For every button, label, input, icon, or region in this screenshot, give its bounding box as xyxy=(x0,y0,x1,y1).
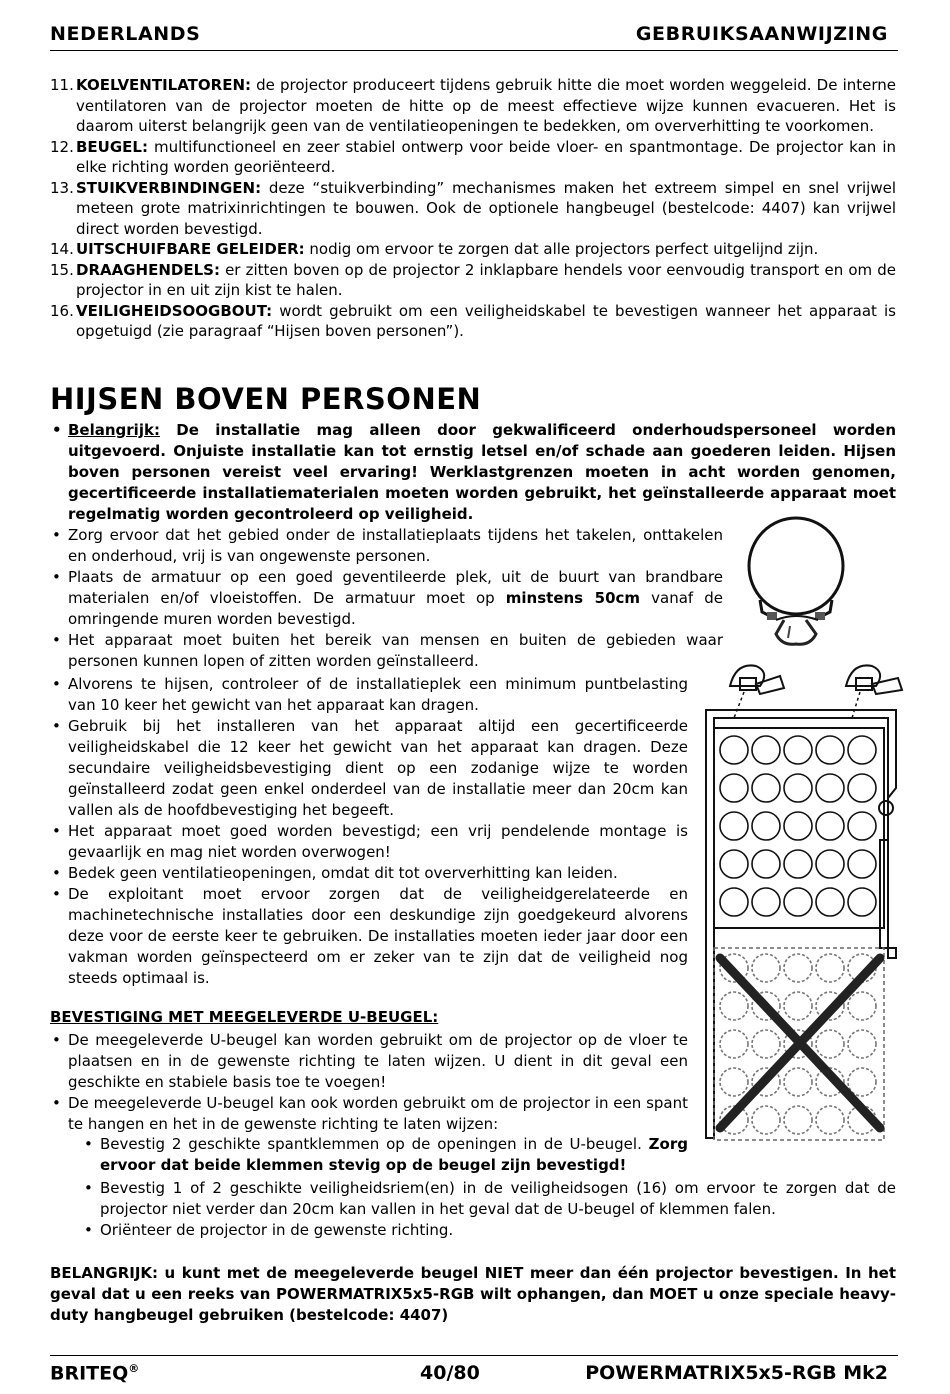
list-item-text: Plaats de armatuur op een goed geventileerde plek, uit de buurt van brandbare materialen en/of vloeistoffen. De armatuur moet op xyxy=(68,568,723,607)
safety-cable-icon xyxy=(740,512,852,652)
lens-icon xyxy=(720,992,748,1020)
lens-icon xyxy=(848,736,876,764)
safety-list-narrower xyxy=(50,674,688,989)
item-number: 11. xyxy=(50,76,74,94)
item-number: 16. xyxy=(50,301,74,320)
page-header xyxy=(50,20,898,51)
bullet-icon: • xyxy=(52,717,61,735)
important-note: BELANGRIJK: u kunt met de meegeleverde beugel NIET meer dan één projector bevestigen. In het geval dat u een reeks van POWERMATRIX5x5-RGB wilt ophangen, dan MOET u onze speciale heavy-duty hangbeugel gebruiken (bestelcode: 4407) xyxy=(50,1264,896,1324)
bullet-icon: • xyxy=(52,421,62,439)
lens-icon xyxy=(720,850,748,878)
bullet-icon: • xyxy=(84,1179,93,1197)
item-text: multifunctioneel en zeer stabiel ontwerp voor beide vloer- en spantmontage. De projector kan in elke richting worden georiënteerd. xyxy=(76,137,896,176)
feature-list xyxy=(50,75,896,342)
lens-icon xyxy=(816,954,844,982)
lens-icon xyxy=(752,1106,780,1134)
list-item xyxy=(82,1220,896,1241)
item-text: de projector produceert tijdens gebruik hitte die moet worden weggeleid. De interne ventilatoren van de projector moeten de hitte op de meest effectieve wijze kunnen evacueren. Het is daarom uiterst belangrijk geen van de ventilatieopeningen te bedekken, om oververhitting te voorkomen. xyxy=(76,76,896,135)
lens-icon xyxy=(784,1106,812,1134)
list-item xyxy=(82,1134,688,1176)
item-title: KOELVENTILATOREN: xyxy=(76,76,251,94)
bullet-icon: • xyxy=(52,864,61,882)
header-language: NEDERLANDS xyxy=(50,23,201,45)
footer-brand xyxy=(50,1362,139,1384)
item-number: 15. xyxy=(50,260,74,279)
list-item-emphasis: minstens 50cm xyxy=(505,589,641,607)
list-item-text: De exploitant moet ervoor zorgen dat de veiligheidgerelateerde en machinetechnische installaties door een deskundige zijn goedgekeurd alvorens deze voor de eerste keer te gebruiken. De installaties moeten ieder jaar door een vakman worden geïnspecteerd om er zeker van te zijn dat de veiligheid nog steeds optimaal is. xyxy=(68,885,688,987)
list-item xyxy=(50,75,896,137)
section-title: HIJSEN BOVEN PERSONEN xyxy=(50,382,482,416)
list-item xyxy=(50,178,896,240)
lens-icon xyxy=(816,812,844,840)
list-item xyxy=(50,260,896,301)
lens-icon xyxy=(784,736,812,764)
registered-mark: ® xyxy=(128,1362,140,1375)
list-item-text: Het apparaat moet goed worden bevestigd; een vrij pendelende montage is gevaarlijk en mag niet worden overwogen! xyxy=(68,822,688,861)
list-item xyxy=(50,420,896,525)
item-text: deze “stuikverbinding” mechanismes maken het extreem simpel en snel vrijwel meteen grote matrixinrichtingen te bouwen. Ook de optionele hangbeugel (bestelcode: 4407) kan vrijwel direct worden bevestigd. xyxy=(76,178,896,238)
list-item-text: De meegeleverde U-beugel kan ook worden gebruikt om de projector in een spant te hangen en het in de gewenste richting te laten wijzen: xyxy=(68,1094,688,1133)
bullet-icon: • xyxy=(52,822,61,840)
list-item-text: vanaf de omringende muren worden bevestigd. xyxy=(68,589,723,628)
lens-icon xyxy=(816,1030,844,1058)
list-item-text: Zorg ervoor dat het gebied onder de installatieplaats tijdens het takelen, onttakelen en onderhoud, vrij is van ongewenste personen. xyxy=(68,526,723,565)
lens-icon xyxy=(848,992,876,1020)
ubeugel-list xyxy=(50,1030,688,1135)
lens-icon xyxy=(816,1106,844,1134)
item-number: 14. xyxy=(50,240,74,258)
list-item-text: Oriënteer de projector in de gewenste richting. xyxy=(100,1221,454,1239)
bullet-icon: • xyxy=(52,568,61,586)
lens-icon xyxy=(720,1030,748,1058)
lens-icon xyxy=(848,812,876,840)
item-text: er zitten boven op de projector 2 inklapbare hendels voor eenvoudig transport en om de projector in en uit zijn kist te halen. xyxy=(76,260,896,299)
lens-icon xyxy=(720,774,748,802)
list-item xyxy=(82,1178,896,1220)
projector-rigging-icon xyxy=(700,658,910,1150)
list-item-text: Bevestig 2 geschikte spantklemmen op de openingen in de U-beugel. xyxy=(100,1135,649,1153)
important-label: Belangrijk: xyxy=(68,421,160,439)
bullet-icon: • xyxy=(84,1221,93,1239)
list-item xyxy=(50,821,688,863)
lens-icon xyxy=(816,850,844,878)
item-title: BEUGEL: xyxy=(76,137,148,156)
bullet-icon: • xyxy=(52,1031,61,1049)
lens-icon xyxy=(848,774,876,802)
important-block xyxy=(50,420,896,525)
ubeugel-sublist-wide xyxy=(82,1178,896,1241)
list-item-text: De meegeleverde U-beugel kan worden gebruikt om de projector op de vloer te plaatsen en in de gewenste richting te laten wijzen. U dient in dit geval een geschikte en stabiele basis toe te voegen! xyxy=(68,1031,688,1091)
item-text: nodig om ervoor te zorgen dat alle projectors perfect uitgelijnd zijn. xyxy=(304,240,819,258)
lens-icon xyxy=(784,774,812,802)
lens-icon xyxy=(752,812,780,840)
list-item-text: Alvorens te hijsen, controleer of de installatieplek een minimum puntbelasting van 10 keer het gewicht van het apparaat kan dragen. xyxy=(68,675,688,714)
list-item-emphasis: Zorg ervoor dat beide klemmen stevig op de beugel zijn bevestigd! xyxy=(100,1135,688,1174)
list-item xyxy=(50,137,896,178)
brand-name: BRITEQ xyxy=(50,1362,129,1385)
safety-list-narrow xyxy=(50,525,723,672)
lens-icon xyxy=(752,736,780,764)
lens-icon xyxy=(848,1030,876,1058)
lens-icon xyxy=(752,850,780,878)
list-item xyxy=(50,525,723,567)
list-item-text: Gebruik bij het installeren van het apparaat altijd een gecertificeerde veiligheidskabel die 12 keer het gewicht van het apparaat kan dragen. Deze secundaire veiligheidsbevestiging dient op een zodanige wijze te worden geïnstalleerd zodat geen enkel onderdeel van de installatie meer dan 20cm kan vallen als de hoofdbevestiging het begeeft. xyxy=(68,717,688,819)
page-footer xyxy=(50,1355,898,1386)
list-item xyxy=(50,1030,688,1093)
lens-icon xyxy=(816,774,844,802)
list-item xyxy=(50,567,723,630)
lens-icon xyxy=(848,888,876,916)
lens-icon xyxy=(752,888,780,916)
ubeugel-sublist-narrow xyxy=(82,1134,688,1176)
item-title: VEILIGHEIDSOOGBOUT: xyxy=(76,301,273,320)
item-number: 12. xyxy=(50,137,74,156)
list-item xyxy=(50,239,896,260)
lens-icon xyxy=(784,1068,812,1096)
important-text: De installatie mag alleen door gekwalificeerd onderhoudspersoneel worden uitgevoerd. Onjuiste installatie kan tot ernstig letsel en/of schade aan goederen leiden. Hijsen boven personen vereist veel ervaring! Werklastgrenzen moeten in acht worden genomen, gecertificeerde installatiematerialen moeten worden gebruikt, het geïnstalleerde apparaat moet regelmatig worden gecontroleerd op veiligheid. xyxy=(68,421,896,523)
item-text: wordt gebruikt om een veiligheidskabel te bevestigen wanneer het apparaat is opgetuigd (zie paragraaf “Hijsen boven personen”). xyxy=(76,301,896,340)
lens-icon xyxy=(752,1030,780,1058)
list-item xyxy=(50,301,896,342)
item-title: STUIKVERBINDINGEN: xyxy=(76,178,262,197)
list-item xyxy=(50,863,688,884)
bullet-icon: • xyxy=(52,885,61,903)
header-doc-type: GEBRUIKSAANWIJZING xyxy=(635,23,888,45)
lens-icon xyxy=(784,888,812,916)
list-item xyxy=(50,1093,688,1135)
list-item-text: Het apparaat moet buiten het bereik van mensen en buiten de gebieden waar personen kunnen lopen of zitten worden geïnstalleerd. xyxy=(68,631,723,670)
lens-icon xyxy=(752,954,780,982)
lens-icon xyxy=(784,992,812,1020)
lens-icon xyxy=(720,1068,748,1096)
item-title: UITSCHUIFBARE GELEIDER: xyxy=(76,240,305,258)
lens-icon xyxy=(816,888,844,916)
subsection-title: BEVESTIGING MET MEEGELEVERDE U-BEUGEL: xyxy=(50,1008,439,1026)
item-title: DRAAGHENDELS: xyxy=(76,260,220,279)
list-item xyxy=(50,630,723,672)
list-item-text: Bevestig 1 of 2 geschikte veiligheidsriem(en) in de veiligheidsogen (16) om ervoor te zorgen dat de projector niet verder dan 20cm kan vallen in het geval dat de U-beugel of klemmen falen. xyxy=(100,1179,896,1218)
lens-icon xyxy=(784,954,812,982)
page-number: 40/80 xyxy=(420,1362,480,1384)
bullet-icon: • xyxy=(52,675,61,693)
bullet-icon: • xyxy=(52,1094,61,1112)
bullet-icon: • xyxy=(52,631,61,649)
lens-icon xyxy=(784,812,812,840)
lens-icon xyxy=(720,888,748,916)
footer-model: POWERMATRIX5x5-RGB Mk2 xyxy=(585,1362,888,1384)
list-item-text: Bedek geen ventilatieopeningen, omdat dit tot oververhitting kan leiden. xyxy=(68,864,618,882)
lens-icon xyxy=(816,736,844,764)
bullet-icon: • xyxy=(52,526,61,544)
item-number: 13. xyxy=(50,178,74,197)
lens-icon xyxy=(752,774,780,802)
lens-icon xyxy=(720,736,748,764)
lens-icon xyxy=(848,1068,876,1096)
bullet-icon: • xyxy=(84,1135,93,1153)
list-item xyxy=(50,674,688,716)
list-item xyxy=(50,716,688,821)
list-item xyxy=(50,884,688,989)
lens-icon xyxy=(720,812,748,840)
lens-icon xyxy=(784,850,812,878)
lens-icon xyxy=(848,850,876,878)
lens-grid-top xyxy=(720,736,876,916)
